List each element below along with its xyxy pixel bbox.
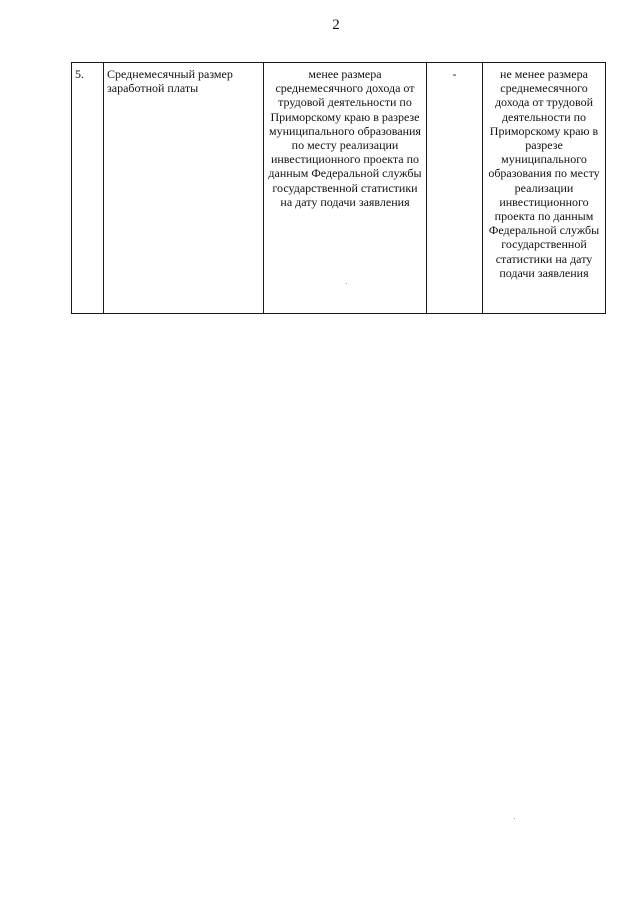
row-index-cell: 5.	[72, 63, 104, 314]
criterion-name-cell: Среднемесячный размер заработной платы	[104, 63, 264, 314]
value-more-cell: не менее размера среднемесячного дохода от трудовой деятельности по Приморскому краю в разрезе муниципального образования по месту реализации инвестиционного проекта по данным Федеральной службы государственной статистики на дату подачи заявления	[483, 63, 606, 314]
table-row	[72, 63, 606, 314]
page-number: 2	[332, 17, 340, 33]
value-middle-cell: -	[427, 63, 483, 314]
scan-artifact	[346, 283, 347, 284]
value-less-cell: менее размера среднемесячного дохода от трудовой деятельности по Приморскому краю в разрезе муниципального образования по месту реализации инвестиционного проекта по данным Федеральной службы государственной статистики на дату подачи заявления	[264, 63, 427, 314]
scan-artifact	[514, 818, 515, 819]
criteria-table	[71, 62, 606, 314]
